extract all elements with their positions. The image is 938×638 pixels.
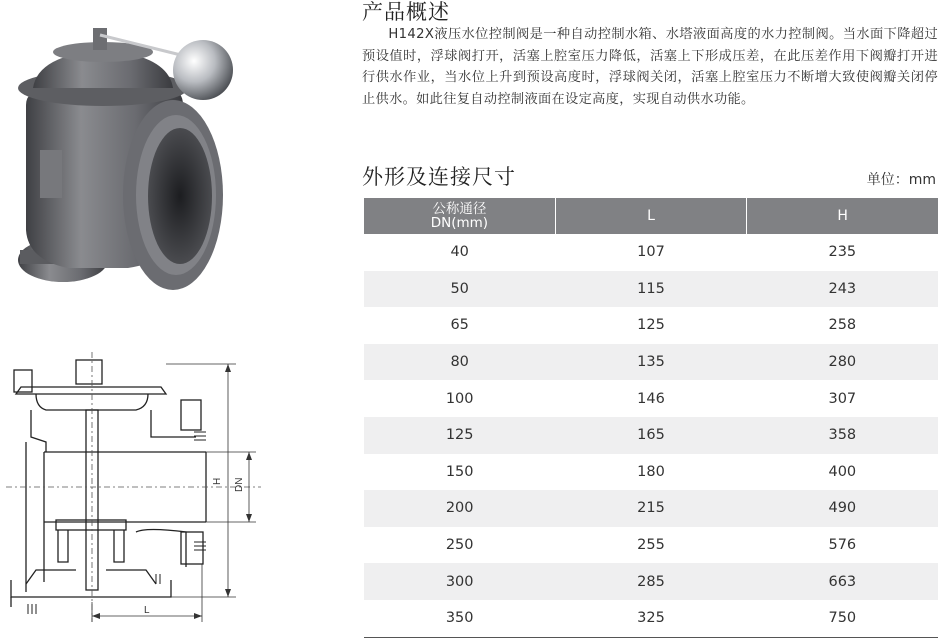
table-row [364, 417, 938, 454]
cell-dn: 100 [445, 390, 474, 407]
cell-h: 576 [828, 537, 857, 554]
dim-label-h: H [212, 477, 223, 485]
cell-h: 663 [747, 563, 938, 600]
cell-dn: 40 [450, 244, 469, 261]
cell-dn: 65 [450, 317, 469, 334]
cell-dn: 50 [364, 271, 555, 308]
cell-h: 280 [747, 344, 938, 381]
cell-h: 400 [828, 463, 857, 480]
cell-dn: 350 [364, 600, 555, 637]
cell-l: 180 [637, 463, 665, 480]
cell-h: 358 [747, 417, 938, 454]
overview-text: H142X液压水位控制阀是一种自动控制水箱、水塔液面高度的水力控制阀。当水面下降超过预设值时，浮球阀打开，活塞上腔室压力降低，活塞上下形成压差，在此压差作用下阀瓣打开进行供水作业，当水位上升到预设高度时，浮球阀关闭，活塞上腔室压力不断增大致使阀瓣关闭停止供水。如此往复自动控制液面在设定高度，实现自动供水功能。 [362, 27, 938, 107]
table-row [364, 271, 938, 308]
cell-l: 107 [637, 244, 665, 261]
header-dn-line1: 公称通径 [432, 201, 487, 217]
cell-l: 285 [555, 563, 746, 600]
cell-l: 215 [555, 490, 746, 527]
cell-dn: 300 [364, 563, 555, 600]
cell-l: 325 [555, 600, 746, 637]
cell-h: 490 [747, 490, 938, 527]
dimensions-table [364, 198, 938, 638]
table-row [364, 563, 938, 600]
table-row [364, 234, 938, 271]
header-dn-line2: DN(mm) [430, 215, 489, 231]
cell-h: 307 [828, 390, 857, 407]
dim-label-l: L [144, 605, 150, 616]
cell-dn: 80 [364, 344, 555, 381]
cell-dn: 250 [445, 537, 474, 554]
table-row [364, 307, 938, 344]
table-row [364, 380, 938, 417]
table-row [364, 454, 938, 491]
valve-product-photo [8, 10, 238, 295]
cell-h: 750 [747, 600, 938, 637]
cell-l: 125 [637, 317, 665, 334]
table-header-row [364, 198, 938, 234]
dim-label-dn: DN [234, 477, 245, 492]
table-row [364, 600, 938, 637]
cell-h: 258 [828, 317, 857, 334]
cell-h: 235 [828, 244, 857, 261]
cell-h: 243 [747, 271, 938, 308]
table-row [364, 527, 938, 564]
header-h: H [747, 198, 938, 234]
table-row [364, 344, 938, 381]
cell-dn: 200 [364, 490, 555, 527]
table-row [364, 490, 938, 527]
cell-l: 255 [637, 537, 665, 554]
unit-label: 单位：mm [866, 172, 936, 188]
overview-title: 产品概述 [362, 0, 450, 24]
cell-l: 135 [555, 344, 746, 381]
header-dn [364, 198, 555, 234]
header-l: L [555, 198, 746, 234]
cell-l: 165 [555, 417, 746, 454]
cell-dn: 150 [445, 463, 474, 480]
cell-l: 146 [637, 390, 665, 407]
cell-dn: 125 [364, 417, 555, 454]
cell-l: 115 [555, 271, 746, 308]
valve-dimension-drawing [6, 352, 266, 634]
dimensions-title: 外形及连接尺寸 [362, 165, 516, 189]
